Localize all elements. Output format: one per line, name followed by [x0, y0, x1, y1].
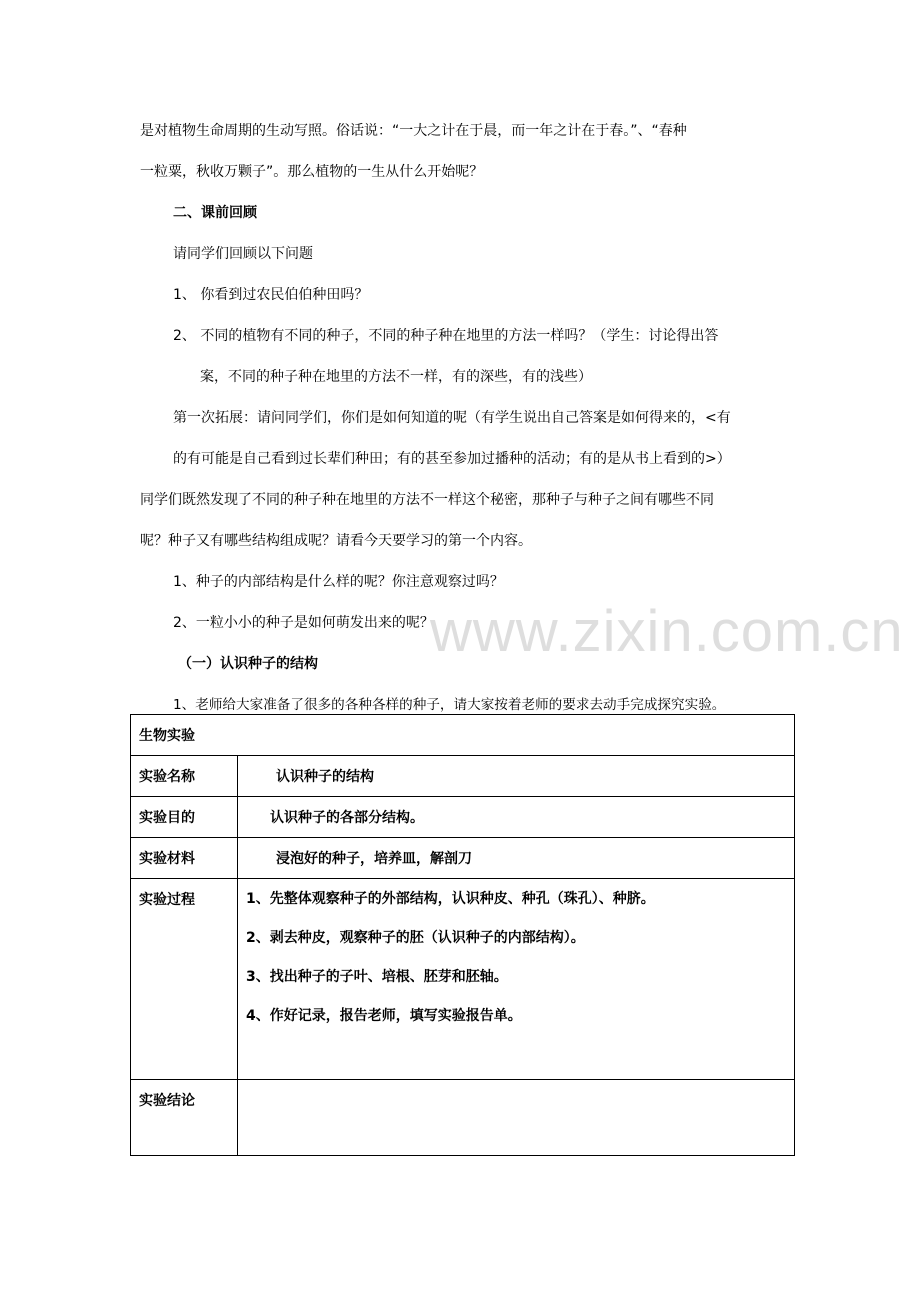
question-item: 2、 不同的植物有不同的种子，不同的种子种在地里的方法一样吗？（学生：讨论得出答: [173, 328, 719, 344]
section-heading: 二、课前回顾: [173, 205, 257, 221]
paragraph-line: 呢？种子又有哪些结构组成呢？请看今天要学习的第一个内容。: [140, 533, 532, 549]
step-item: 4、作好记录，报告老师，填写实验报告单。: [246, 1008, 522, 1024]
paragraph-line: 第一次拓展：请问同学们，你们是如何知道的呢（有学生说出自己答案是如何得来的，<有: [173, 410, 731, 426]
row-value: 认识种子的结构: [276, 769, 374, 785]
question-item: 1、 你看到过农民伯伯种田吗？: [173, 287, 369, 303]
experiment-table: [130, 714, 795, 1156]
question-item-continued: 案，不同的种子种在地里的方法不一样，有的深些，有的浅些）: [200, 369, 592, 385]
paragraph-line: 的有可能是自己看到过长辈们种田；有的甚至参加过播种的活动；有的是从书上看到的>）: [173, 451, 731, 467]
table-row: [131, 1080, 795, 1156]
paragraph-line: 一粒粟，秋收万颗子”。那么植物的一生从什么开始呢？: [140, 164, 484, 180]
paragraph-line: 请同学们回顾以下问题: [173, 246, 313, 262]
row-label: 实验结论: [139, 1093, 195, 1109]
table-row: [131, 756, 795, 797]
table-row: [131, 879, 795, 1080]
process-steps: [238, 879, 794, 1026]
paragraph-line: 同学们既然发现了不同的种子种在地里的方法不一样这个秘密，那种子与种子之间有哪些不同: [140, 492, 714, 508]
table-row: [131, 838, 795, 879]
row-label: 实验目的: [139, 810, 195, 826]
row-label: 实验过程: [139, 892, 195, 908]
table-header: 生物实验: [139, 728, 195, 744]
paragraph-line: 1、老师给大家准备了很多的各种各样的种子，请大家按着老师的要求去动手完成探究实验。: [173, 697, 726, 713]
step-item: 3、找出种子的子叶、培根、胚芽和胚轴。: [246, 969, 508, 985]
subsection-heading: （一）认识种子的结构: [178, 656, 318, 672]
row-value: 浸泡好的种子，培养皿，解剖刀: [276, 851, 472, 867]
list-item: 2、一粒小小的种子是如何萌发出来的呢？: [173, 615, 434, 631]
row-label: 实验名称: [139, 769, 195, 785]
row-value: 认识种子的各部分结构。: [270, 810, 424, 826]
step-item: 2、剥去种皮，观察种子的胚（认识种子的内部结构）。: [246, 930, 585, 946]
row-value: [238, 1080, 794, 1091]
paragraph-line: 是对植物生命周期的生动写照。俗话说：“一大之计在于晨，而一年之计在于春。”、“春种: [140, 123, 687, 139]
step-item: 1、先整体观察种子的外部结构，认识种皮、种孔（珠孔）、种脐。: [246, 891, 655, 907]
table-row: [131, 797, 795, 838]
watermark: www.zixin.com.cn: [430, 599, 904, 664]
row-label: 实验材料: [139, 851, 195, 867]
list-item: 1、种子的内部结构是什么样的呢？你注意观察过吗？: [173, 574, 504, 590]
table-row: [131, 715, 795, 756]
